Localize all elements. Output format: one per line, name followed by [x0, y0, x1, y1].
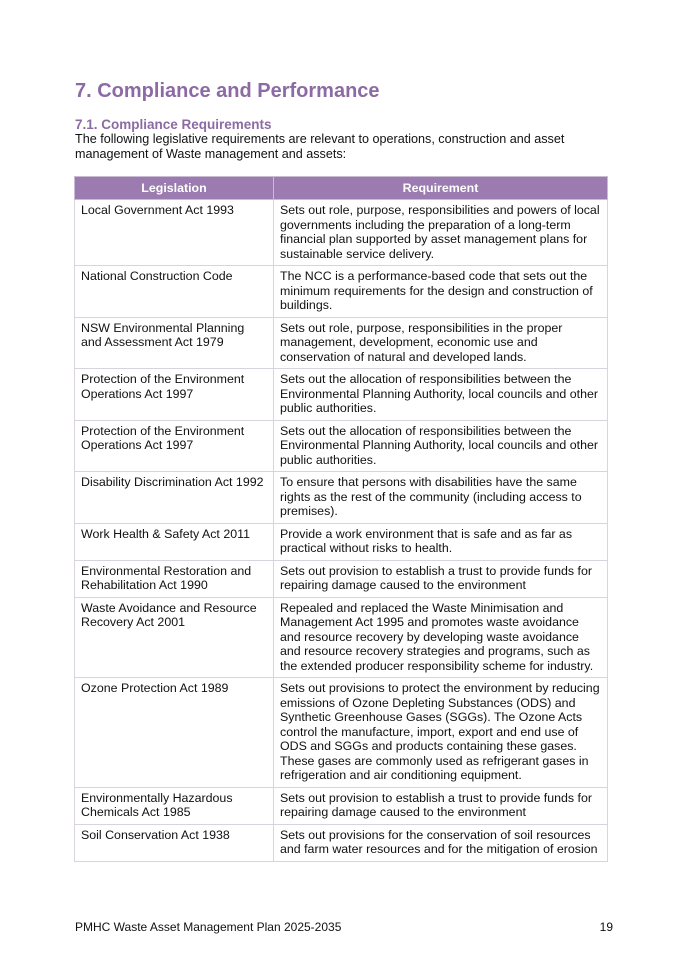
header-requirement: Requirement: [274, 177, 608, 200]
legislation-cell: Disability Discrimination Act 1992: [75, 472, 274, 524]
legislation-cell: Protection of the Environment Operations Act 1997: [75, 369, 274, 421]
table-row: [75, 200, 608, 266]
table-row: [75, 420, 608, 472]
requirement-cell: Sets out provision to establish a trust to provide funds for repairing damage caused to the environment: [274, 787, 608, 824]
legislation-table: [74, 176, 608, 862]
table-row: [75, 678, 608, 788]
footer-document-title: PMHC Waste Asset Management Plan 2025-2035: [75, 920, 342, 934]
table-row: [75, 317, 608, 369]
requirement-cell: Sets out the allocation of responsibilities between the Environmental Planning Authority, local councils and other public authorities.: [274, 420, 608, 472]
requirement-cell: Sets out provisions to protect the environment by reducing emissions of Ozone Depleting Substances (ODS) and Synthetic Greenhouse Gases (SGGs). The Ozone Acts control the manufacture, import, export and end use of ODS and SGGs and products containing these gases. These gases are commonly used as refrigerant gases in refrigeration and air conditioning equipment.: [274, 678, 608, 788]
legislation-cell: National Construction Code: [75, 266, 274, 318]
legislation-cell: NSW Environmental Planning and Assessment Act 1979: [75, 317, 274, 369]
footer-page-number: 19: [599, 920, 613, 934]
header-legislation: Legislation: [75, 177, 274, 200]
legislation-cell: Work Health & Safety Act 2011: [75, 523, 274, 560]
table-row: [75, 472, 608, 524]
requirement-cell: Sets out provisions for the conservation of soil resources and farm water resources and for the mitigation of erosion: [274, 824, 608, 861]
requirement-cell: Sets out provision to establish a trust to provide funds for repairing damage caused to the environment: [274, 560, 608, 597]
section-title: 7.1. Compliance Requirements: [75, 117, 272, 132]
table-row: [75, 824, 608, 861]
legislation-cell: Protection of the Environment Operations Act 1997: [75, 420, 274, 472]
requirement-cell: Provide a work environment that is safe and as far as practical without risks to health.: [274, 523, 608, 560]
table-row: [75, 266, 608, 318]
table-row: [75, 597, 608, 678]
requirement-cell: The NCC is a performance-based code that sets out the minimum requirements for the design and construction of buildings.: [274, 266, 608, 318]
requirement-cell: To ensure that persons with disabilities have the same rights as the rest of the community (including access to premises).: [274, 472, 608, 524]
table-row: [75, 369, 608, 421]
table-header-row: [75, 177, 608, 200]
legislation-cell: Environmental Restoration and Rehabilitation Act 1990: [75, 560, 274, 597]
legislation-cell: Local Government Act 1993: [75, 200, 274, 266]
table-row: [75, 560, 608, 597]
legislation-cell: Ozone Protection Act 1989: [75, 678, 274, 788]
table-row: [75, 523, 608, 560]
requirement-cell: Sets out role, purpose, responsibilities and powers of local governments including the preparation of a long-term financial plan supported by asset management plans for sustainable service delivery.: [274, 200, 608, 266]
legislation-cell: Soil Conservation Act 1938: [75, 824, 274, 861]
table-row: [75, 787, 608, 824]
requirement-cell: Repealed and replaced the Waste Minimisation and Management Act 1995 and promotes waste avoidance and resource recovery by developing waste avoidance and resource recovery strategies and programs, such as the extended producer responsibility scheme for industry.: [274, 597, 608, 678]
intro-paragraph: The following legislative requirements are relevant to operations, construction and asset management of Waste management and assets:: [75, 132, 565, 161]
requirement-cell: Sets out the allocation of responsibilities between the Environmental Planning Authority, local councils and other public authorities.: [274, 369, 608, 421]
legislation-cell: Waste Avoidance and Resource Recovery Act 2001: [75, 597, 274, 678]
requirement-cell: Sets out role, purpose, responsibilities in the proper management, development, economic use and conservation of natural and developed lands.: [274, 317, 608, 369]
page-title: 7. Compliance and Performance: [75, 80, 380, 102]
legislation-cell: Environmentally Hazardous Chemicals Act 1985: [75, 787, 274, 824]
